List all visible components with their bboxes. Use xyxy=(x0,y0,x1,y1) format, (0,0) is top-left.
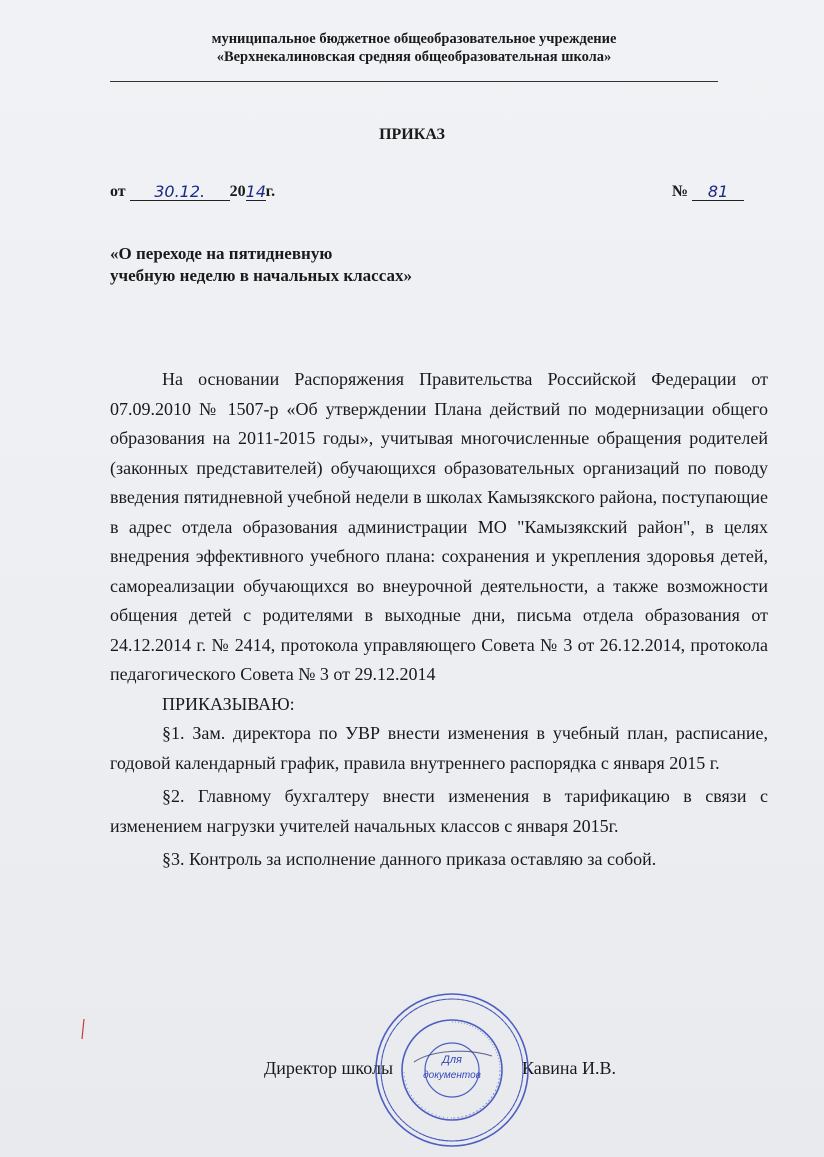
order-word: ПРИКАЗЫВАЮ: xyxy=(162,693,295,714)
order-item-1: §1. Зам. директора по УВР внести изменения в учебный план, расписание, годовой календарный график, правила внутреннего распорядка с января 2015 г. xyxy=(110,723,768,773)
document-title: ПРИКАЗ xyxy=(379,126,445,143)
pen-mark xyxy=(80,1018,86,1040)
signer-position: Директор школы xyxy=(264,1058,394,1078)
header-divider xyxy=(110,81,718,82)
subject-line-2: учебную неделю в начальных классах» xyxy=(110,266,412,285)
number-label: № xyxy=(672,183,689,200)
signer-name: Кавина И.В. xyxy=(522,1058,617,1078)
official-seal xyxy=(372,990,532,1150)
stamp-center-line-2: документов xyxy=(423,1070,481,1081)
date-year: 14 xyxy=(245,182,267,201)
number-field xyxy=(692,182,744,201)
order-subject xyxy=(110,243,412,287)
date-day-month: 30.12. xyxy=(154,182,206,201)
date-year-field xyxy=(246,182,266,201)
order-body xyxy=(110,365,768,875)
organization-line-1: муниципальное бюджетное общеобразовательное учреждение xyxy=(211,31,617,47)
organization-header xyxy=(110,30,718,66)
date-suffix: г. xyxy=(265,183,276,200)
preamble-paragraph: На основании Распоряжения Правительства Российской Федерации от 07.09.2010 № 1507-р «Об утверждении Плана действий по модернизации общего образования на 2011-2015 годы», учитывая многочисленные обращения родителей (законных представителей) обучающихся образовательных организаций по поводу введения пятидневной учебной недели в школах Камызякского района, поступающие в адрес отдела образования администрации МО "Камызякский район", в целях внедрения эффективного учебного плана: сохранения и укрепления здоровья детей, самореализации обучающихся во внеурочной деятельности, а также возможности общения детей с родителями в выходные дни, письма отдела образования от 24.12.2014 г. № 2414, протокола управляющего Совета № 3 от 26.12.2014, протокола педагогического Совета № 3 от 29.12.2014 xyxy=(110,369,768,684)
organization-line-2: «Верхнекалиновская средняя общеобразовательная школа» xyxy=(216,49,612,65)
order-date xyxy=(110,182,275,201)
number-value: 81 xyxy=(707,182,729,201)
date-day-month-field xyxy=(130,182,230,201)
date-century: 20 xyxy=(229,183,246,200)
subject-line-1: «О переходе на пятидневную xyxy=(110,244,333,263)
stamp-center-line-1: Для xyxy=(442,1054,462,1066)
date-prefix: от xyxy=(110,183,126,200)
order-number xyxy=(672,182,744,201)
order-item-2: §2. Главному бухгалтеру внести изменения в тарификацию в связи с изменением нагрузки учителей начальных классов с января 2015г. xyxy=(110,786,768,836)
order-item-3: §3. Контроль за исполнение данного приказа оставляю за собой. xyxy=(162,849,657,869)
